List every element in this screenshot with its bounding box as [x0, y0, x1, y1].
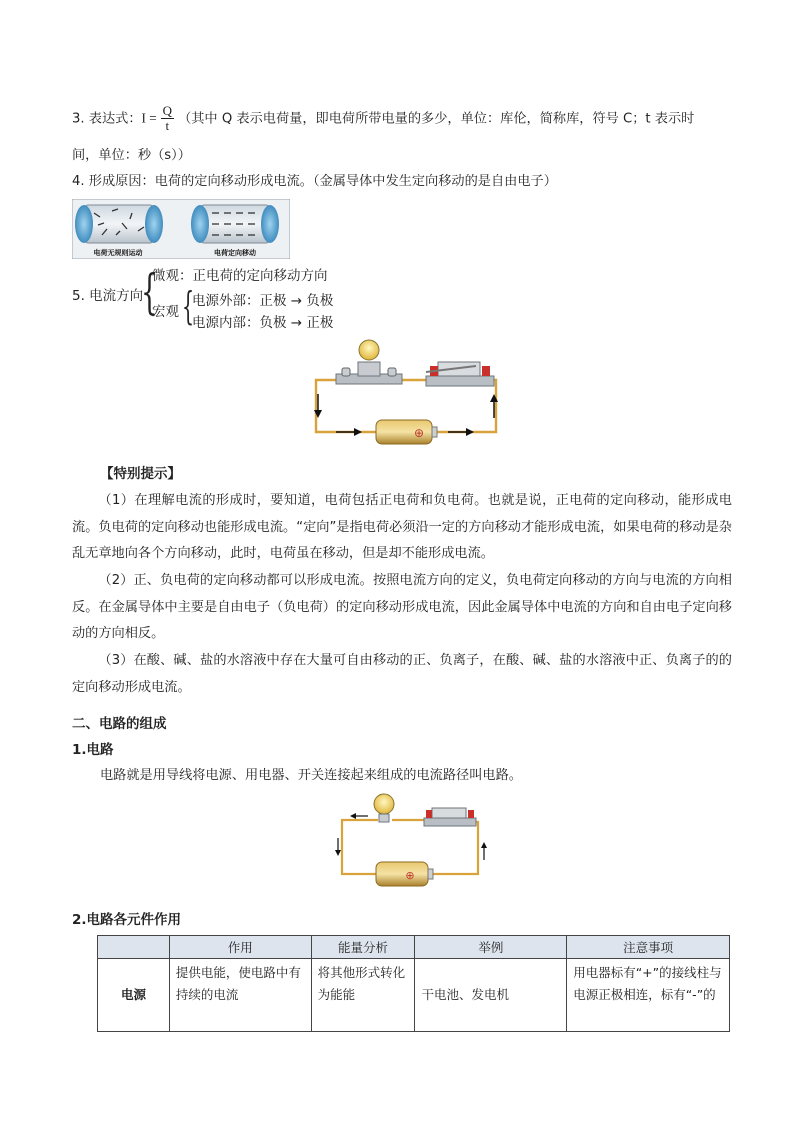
- circuit-figure-small: [328, 790, 498, 894]
- battery-plus-symbol-small: ⊕: [405, 869, 415, 882]
- random-motion-tube: [75, 205, 163, 243]
- formation-cause: 4. 形成原因：电荷的定向移动形成电流。（金属导体中发生定向移动的是自由电子）: [72, 174, 557, 189]
- tip-paragraph-3: （3）在酸、碱、盐的水溶液中存在大量可自由移动的正、负离子，在酸、碱、盐的水溶液中正、负离子的的定向移动形成电流。: [72, 653, 732, 695]
- formula-lhs: I =: [141, 110, 157, 126]
- circuit-figure-large: [306, 338, 506, 450]
- charge-motion-figure: [72, 199, 290, 259]
- table-header-cell: 能量分析: [311, 936, 415, 959]
- macro-label: 宏观: [152, 304, 179, 320]
- lamp: [374, 794, 394, 822]
- outer-brace: {: [141, 264, 158, 320]
- table-cell: 将其他形式转化为能能: [311, 959, 415, 1032]
- table-cell: 提供电能，使电路中有持续的电流: [169, 959, 311, 1032]
- component-table: [97, 935, 730, 1032]
- micro-line: 微观：正电荷的定向移动方向: [152, 268, 328, 284]
- subheading-circuit: 1.电路: [72, 742, 114, 758]
- tips-heading: 【特别提示】: [100, 466, 181, 482]
- directed-motion-label: 电荷定向移动: [214, 249, 256, 257]
- formula-fraction: $\frac{Q}{t}$: [162, 103, 173, 133]
- expression-line: 3. 表达式：I = $\frac{Q}{t}$ （其中 Q 表示电荷量，即电荷所带电量的多少，单位：库伦，简称库，符号 C；t 表示时: [72, 103, 695, 133]
- tip-paragraph-2: （2）正、负电荷的定向移动都可以形成电流。按照电流方向的定义，负电荷定向移动的方向与电流的方向相反。在金属导体中主要是自由电子（负电荷）的定向移动形成电流，因此金属导体中电流的方向和自由电子定向移动的方向相反。: [72, 573, 732, 641]
- table-header-cell: 作用: [169, 936, 311, 959]
- table-row: [98, 959, 730, 1032]
- battery-plus-symbol: ⊕: [413, 426, 425, 440]
- tip-paragraph-1: （1）在理解电流的形成时，要知道，电荷包括正电荷和负电荷。也就是说，正电荷的定向移动，能形成电流。负电荷的定向移动也能形成电流。“定向”是指电荷必须沿一定的方向移动才能形成电流，如果电荷的移动是杂乱无章地向各个方向移动，此时，电荷虽在移动，但是却不能形成电流。: [72, 493, 732, 561]
- table-cell: 干电池、发电机: [415, 959, 567, 1032]
- switch: [426, 362, 494, 386]
- battery: [376, 420, 437, 444]
- circuit-definition: 电路就是用导线将电源、用电器、开关连接起来组成的电流路径叫电路。: [100, 768, 522, 783]
- inside-source-line: 电源内部：负极 → 正极: [192, 315, 334, 331]
- section-heading-circuit-composition: 二、电路的组成: [72, 716, 167, 732]
- battery-small: [376, 862, 433, 886]
- current-direction-label: 5. 电流方向: [72, 288, 144, 304]
- subheading-component-roles: 2.电路各元件作用: [72, 912, 182, 928]
- table-header-cell: [98, 936, 170, 959]
- switch-small: [424, 808, 476, 826]
- lamp-holder: [336, 340, 402, 384]
- expression-line-cont: 间，单位：秒（s））: [72, 148, 191, 163]
- table-cell: 用电器标有“+”的接线柱与电源正极相连，标有“-”的: [567, 959, 730, 1032]
- directed-motion-tube: [191, 205, 279, 243]
- table-cell: 电源: [98, 959, 170, 1032]
- table-header-cell: 举例: [415, 936, 567, 959]
- table-header-cell: 注意事项: [567, 936, 730, 959]
- random-motion-label: 电荷无规则运动: [93, 249, 143, 257]
- outside-source-line: 电源外部：正极 → 负极: [192, 293, 334, 309]
- inner-brace: {: [182, 284, 195, 328]
- table-header-row: [98, 936, 730, 959]
